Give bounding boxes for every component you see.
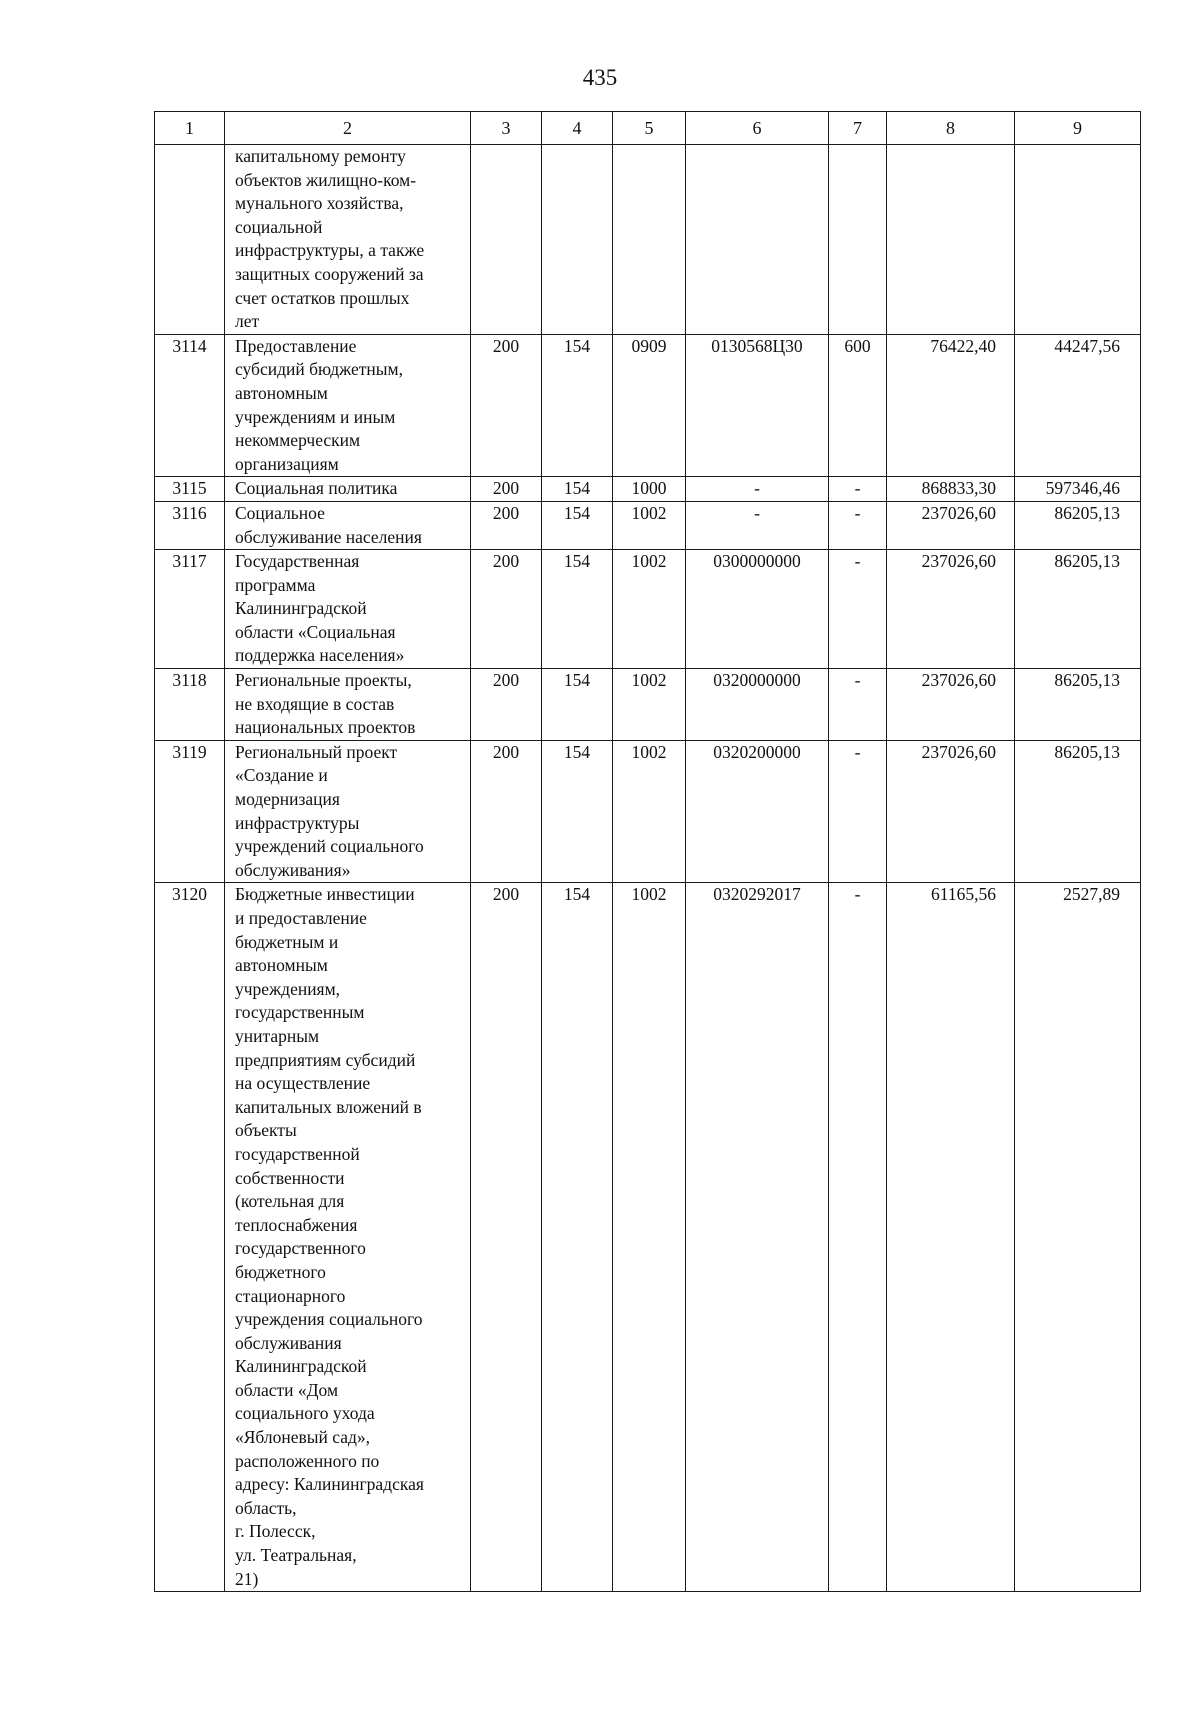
column-6-cell: 0130568Ц30 <box>686 334 829 477</box>
item-name-line: счет остатков прошлых <box>235 287 410 308</box>
column-5-cell: 1002 <box>613 883 686 1592</box>
item-name-line: государственным <box>235 1002 365 1023</box>
item-name-line: Калининградской <box>235 598 367 619</box>
table-header-row <box>155 112 1141 145</box>
column-3-cell: 200 <box>471 740 542 883</box>
item-name-line: модернизация <box>235 789 340 810</box>
column-6-cell: 0300000000 <box>686 550 829 669</box>
column-3-cell: 200 <box>471 669 542 741</box>
amount-column-9-cell: 86205,13 <box>1015 740 1141 883</box>
column-4-cell: 154 <box>542 477 613 502</box>
column-7-cell: - <box>829 740 887 883</box>
column-4-cell: 154 <box>542 669 613 741</box>
item-name-line: инфраструктуры, а также <box>235 240 425 261</box>
row-number-cell <box>155 145 225 335</box>
amount-column-8-cell: 76422,40 <box>887 334 1015 477</box>
item-name-line: лет <box>235 311 260 332</box>
amount-column-8-cell: 237026,60 <box>887 501 1015 549</box>
column-7-cell <box>829 145 887 335</box>
item-name-line: автономным <box>235 382 328 403</box>
item-name-line: объекты <box>235 1120 297 1141</box>
column-3-cell: 200 <box>471 334 542 477</box>
item-name-line: капитальных вложений в <box>235 1096 422 1117</box>
amount-column-9-cell: 2527,89 <box>1015 883 1141 1592</box>
item-name-line: мунального хозяйства, <box>235 193 404 214</box>
table-body <box>155 145 1141 1592</box>
column-7-cell: - <box>829 501 887 549</box>
item-name-line: предприятиям субсидий <box>235 1049 416 1070</box>
item-name-line: ул. Театральная, <box>235 1545 357 1566</box>
row-number-cell: 3115 <box>155 477 225 502</box>
column-5-cell: 1002 <box>613 550 686 669</box>
item-name-line: некоммерческим <box>235 430 361 451</box>
column-5-cell: 1000 <box>613 477 686 502</box>
page-number: 435 <box>582 65 618 90</box>
item-name-line: субсидий бюджетным, <box>235 359 403 380</box>
table-row <box>155 669 1141 741</box>
row-number-cell: 3117 <box>155 550 225 669</box>
item-name-line: на осуществление <box>235 1073 371 1094</box>
item-name-line: «Создание и <box>235 765 328 786</box>
column-header: 2 <box>225 112 471 145</box>
column-7-cell: 600 <box>829 334 887 477</box>
item-name-line: Бюджетные инвестиции <box>235 884 415 905</box>
table-row <box>155 477 1141 502</box>
item-name-line: Предоставление <box>235 335 357 356</box>
item-name-line: «Яблоневый сад», <box>235 1427 371 1448</box>
column-5-cell: 1002 <box>613 669 686 741</box>
item-name-line: унитарным <box>235 1025 320 1046</box>
item-name-cell <box>225 883 471 1592</box>
amount-column-8-cell: 868833,30 <box>887 477 1015 502</box>
amount-column-9-cell: 86205,13 <box>1015 669 1141 741</box>
row-number-cell: 3120 <box>155 883 225 1592</box>
column-3-cell: 200 <box>471 477 542 502</box>
row-number-cell: 3116 <box>155 501 225 549</box>
item-name-cell <box>225 145 471 335</box>
column-5-cell: 0909 <box>613 334 686 477</box>
column-6-cell: - <box>686 477 829 502</box>
row-number-cell: 3114 <box>155 334 225 477</box>
item-name-line: области «Социальная <box>235 621 396 642</box>
item-name-line: программа <box>235 574 316 595</box>
column-4-cell: 154 <box>542 334 613 477</box>
item-name-line: бюджетным и <box>235 931 339 952</box>
column-5-cell: 1002 <box>613 501 686 549</box>
table-row <box>155 334 1141 477</box>
column-4-cell: 154 <box>542 883 613 1592</box>
item-name-line: автономным <box>235 955 328 976</box>
column-4-cell: 154 <box>542 740 613 883</box>
item-name-line: учреждениям, <box>235 978 341 999</box>
table-row <box>155 550 1141 669</box>
column-header: 3 <box>471 112 542 145</box>
column-6-cell: 0320200000 <box>686 740 829 883</box>
column-7-cell: - <box>829 883 887 1592</box>
item-name-line: бюджетного <box>235 1261 326 1282</box>
column-4-cell <box>542 145 613 335</box>
item-name-cell <box>225 740 471 883</box>
amount-column-8-cell: 237026,60 <box>887 669 1015 741</box>
item-name-line: Государственная <box>235 551 360 572</box>
item-name-line: собственности <box>235 1167 345 1188</box>
item-name-line: поддержка населения» <box>235 645 405 666</box>
item-name-line: Калининградской <box>235 1356 367 1377</box>
row-number-cell: 3119 <box>155 740 225 883</box>
item-name-line: учреждениям и иным <box>235 406 396 427</box>
item-name-line: расположенного по <box>235 1450 380 1471</box>
item-name-line: инфраструктуры <box>235 812 360 833</box>
table-row <box>155 145 1141 335</box>
column-5-cell: 1002 <box>613 740 686 883</box>
column-header: 1 <box>155 112 225 145</box>
column-7-cell: - <box>829 669 887 741</box>
amount-column-9-cell: 44247,56 <box>1015 334 1141 477</box>
item-name-line: область, <box>235 1497 297 1518</box>
item-name-cell <box>225 669 471 741</box>
amount-column-8-cell: 237026,60 <box>887 550 1015 669</box>
item-name-line: области «Дом <box>235 1379 339 1400</box>
item-name-cell <box>225 501 471 549</box>
amount-column-9-cell: 597346,46 <box>1015 477 1141 502</box>
item-name-cell <box>225 334 471 477</box>
amount-column-8-cell: 61165,56 <box>887 883 1015 1592</box>
column-6-cell <box>686 145 829 335</box>
item-name-line: адресу: Калининградская <box>235 1474 424 1495</box>
item-name-line: стационарного <box>235 1285 346 1306</box>
table-row <box>155 740 1141 883</box>
table-row <box>155 883 1141 1592</box>
column-3-cell: 200 <box>471 883 542 1592</box>
amount-column-9-cell: 86205,13 <box>1015 550 1141 669</box>
column-3-cell: 200 <box>471 501 542 549</box>
column-header: 6 <box>686 112 829 145</box>
column-5-cell <box>613 145 686 335</box>
item-name-line: объектов жилищно-ком- <box>235 169 417 190</box>
item-name-cell <box>225 550 471 669</box>
item-name-line: Социальное <box>235 502 325 523</box>
column-header: 9 <box>1015 112 1141 145</box>
item-name-line: и предоставление <box>235 908 367 928</box>
column-6-cell: 0320000000 <box>686 669 829 741</box>
item-name-line: учреждения социального <box>235 1309 423 1330</box>
column-3-cell <box>471 145 542 335</box>
item-name-line: 21) <box>235 1568 259 1589</box>
item-name-line: национальных проектов <box>235 717 416 738</box>
item-name-line: Социальная политика <box>235 478 398 499</box>
item-name-line: организациям <box>235 453 339 474</box>
item-name-line: обслуживание населения <box>235 526 422 547</box>
item-name-line: г. Полесск, <box>235 1521 316 1542</box>
item-name-line: обслуживания» <box>235 859 351 880</box>
item-name-cell <box>225 477 471 502</box>
item-name-line: капитальному ремонту <box>235 146 406 166</box>
column-header: 4 <box>542 112 613 145</box>
table-row <box>155 501 1141 549</box>
amount-column-9-cell: 86205,13 <box>1015 501 1141 549</box>
column-3-cell: 200 <box>471 550 542 669</box>
amount-column-9-cell <box>1015 145 1141 335</box>
item-name-line: учреждений социального <box>235 836 424 857</box>
item-name-line: не входящие в состав <box>235 693 395 714</box>
item-name-line: социальной <box>235 216 323 237</box>
item-name-line: (котельная для <box>235 1191 345 1212</box>
column-6-cell: - <box>686 501 829 549</box>
item-name-line: государственного <box>235 1238 366 1259</box>
row-number-cell: 3118 <box>155 669 225 741</box>
amount-column-8-cell <box>887 145 1015 335</box>
amount-column-8-cell: 237026,60 <box>887 740 1015 883</box>
column-header: 5 <box>613 112 686 145</box>
budget-table <box>154 111 1141 1592</box>
item-name-line: Региональные проекты, <box>235 670 412 691</box>
item-name-line: государственной <box>235 1143 360 1164</box>
item-name-line: обслуживания <box>235 1332 342 1353</box>
column-4-cell: 154 <box>542 501 613 549</box>
column-7-cell: - <box>829 477 887 502</box>
column-4-cell: 154 <box>542 550 613 669</box>
item-name-line: защитных сооружений за <box>235 263 424 284</box>
column-header: 8 <box>887 112 1015 145</box>
column-6-cell: 0320292017 <box>686 883 829 1592</box>
column-header: 7 <box>829 112 887 145</box>
item-name-line: теплоснабжения <box>235 1214 358 1235</box>
item-name-line: социального ухода <box>235 1403 375 1424</box>
column-7-cell: - <box>829 550 887 669</box>
item-name-line: Региональный проект <box>235 741 398 762</box>
